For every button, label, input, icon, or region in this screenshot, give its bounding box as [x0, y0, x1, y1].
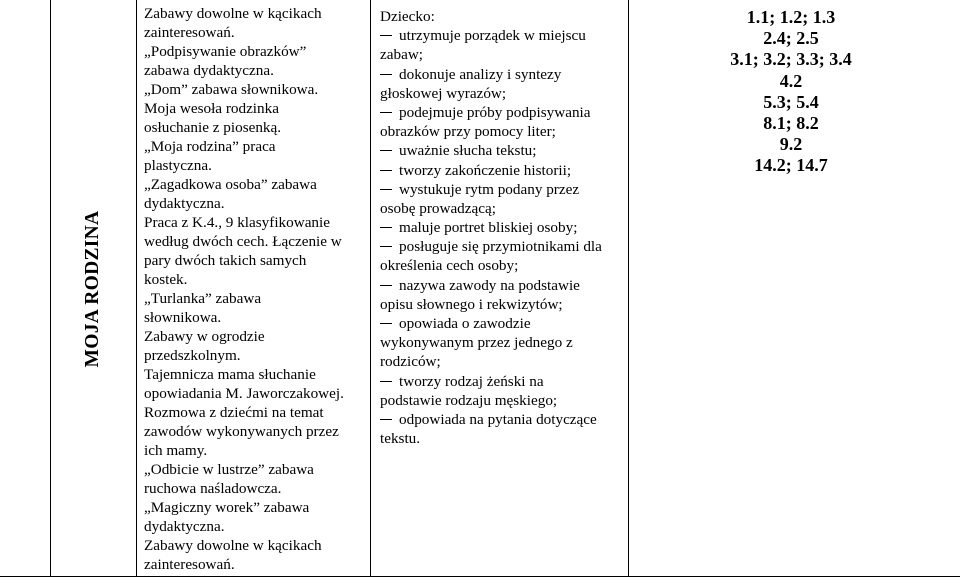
theme-cell: [50, 0, 136, 577]
column-divider-1: [136, 0, 137, 577]
outcome-text: opowiada o zawodzie: [399, 315, 531, 332]
activity-line: przedszkolnym.: [144, 347, 241, 364]
outcome-line: [380, 199, 620, 218]
curriculum-refs-cell: [636, 7, 946, 177]
outcome-text: obrazków przy pomocy liter;: [380, 123, 556, 141]
bullet-dash: [380, 323, 392, 324]
outcome-line: [380, 295, 620, 314]
activity-line: „Podpisywanie obrazków”: [144, 43, 307, 60]
bullet-dash: [380, 227, 392, 228]
outcome-text: nazywa zawody na podstawie: [399, 276, 580, 294]
activity-line: kostek.: [144, 271, 188, 288]
bullet-dash: [380, 246, 392, 247]
outcome-text: osobę prowadzącą;: [380, 199, 496, 217]
activity-line: dydaktyczna.: [144, 518, 225, 535]
outcome-text: uważnie słucha tekstu;: [399, 142, 537, 160]
outcome-text: dokonuje analizy i syntezy: [399, 65, 562, 83]
outcome-line: [380, 352, 620, 371]
activity-line: zainteresowań.: [144, 556, 235, 573]
outcome-line: [380, 141, 620, 160]
outcome-line: [380, 218, 620, 237]
outcome-text: tekstu.: [380, 430, 421, 448]
activity-line: ruchowa naśladowcza.: [144, 480, 282, 497]
outcome-text: maluje portret bliskiej osoby;: [399, 219, 578, 237]
curriculum-ref: 3.1; 3.2; 3.3; 3.4: [730, 49, 852, 70]
outcome-line: [380, 314, 620, 333]
outcome-text: tworzy zakończenie historii;: [399, 161, 572, 179]
bullet-dash: [380, 189, 392, 190]
activity-line: „Turlanka” zabawa: [144, 290, 262, 307]
activity-line: plastyczna.: [144, 157, 212, 174]
activity-line: dydaktyczna.: [144, 195, 225, 212]
outcome-text: podejmuje próby podpisywania: [399, 103, 591, 121]
activity-line: Rozmowa z dziećmi na temat: [144, 404, 324, 421]
bullet-dash: [380, 381, 392, 382]
activity-line: Moja wesoła rodzinka: [144, 100, 279, 117]
bullet-dash: [380, 35, 392, 36]
outcomes-header: Dziecko:: [380, 8, 435, 25]
activity-line: Zabawy w ogrodzie: [144, 328, 265, 345]
activity-line: Zabawy dowolne w kącikach: [144, 537, 322, 554]
outcome-line: [380, 26, 620, 45]
outcome-text: utrzymuje porządek w miejscu: [399, 27, 586, 45]
outcome-text: określenia cech osoby;: [380, 257, 519, 275]
activity-line: „Moja rodzina” praca: [144, 138, 276, 155]
outcome-line: [380, 180, 620, 199]
outcome-line: [380, 103, 620, 122]
activity-line: zawodów wykonywanych przez: [144, 423, 339, 440]
bullet-dash: [380, 419, 392, 420]
theme-title: MOJA RODZINA: [82, 210, 103, 367]
activity-line: opowiadania M. Jaworczakowej.: [144, 385, 344, 402]
activity-line: „Odbicie w lustrze” zabawa: [144, 461, 314, 478]
outcome-line: [380, 84, 620, 103]
outcome-text: posługuje się przymiotnikami dla: [399, 238, 602, 256]
activity-line: zainteresowań.: [144, 24, 235, 41]
outcome-line: [380, 429, 620, 448]
column-divider-3: [628, 0, 629, 577]
outcome-text: odpowiada na pytania dotyczące: [399, 410, 597, 428]
activity-line: zabawa dydaktyczna.: [144, 62, 274, 79]
outcome-text: głoskowej wyrazów;: [380, 84, 507, 102]
bullet-dash: [380, 285, 392, 286]
column-divider-2: [370, 0, 371, 577]
bullet-dash: [380, 112, 392, 113]
activity-line: pary dwóch takich samych: [144, 252, 307, 269]
outcome-line: [380, 161, 620, 180]
activity-line: „Magiczny worek” zabawa: [144, 499, 310, 516]
outcome-line: [380, 237, 620, 256]
outcome-text: opisu słownego i rekwizytów;: [380, 295, 563, 313]
bullet-dash: [380, 150, 392, 151]
activity-line: Zabawy dowolne w kącikach: [144, 5, 322, 22]
outcomes-cell: [380, 7, 620, 448]
outcome-line: [380, 45, 620, 64]
outcome-text: tworzy rodzaj żeński na: [399, 372, 544, 390]
curriculum-ref: 5.3; 5.4: [763, 91, 819, 112]
curriculum-ref: 2.4; 2.5: [763, 28, 819, 49]
curriculum-ref: 4.2: [779, 70, 803, 91]
activity-line: słownikowa.: [144, 309, 222, 326]
outcome-line: [380, 410, 620, 429]
activity-line: „Zagadkowa osoba” zabawa: [144, 176, 317, 193]
activities-cell: [144, 4, 362, 574]
curriculum-ref: 9.2: [779, 134, 803, 155]
bullet-dash: [380, 170, 392, 171]
activity-line: ich mamy.: [144, 442, 208, 459]
outcome-text: wystukuje rytm podany przez: [399, 180, 580, 198]
curriculum-ref: 14.2; 14.7: [754, 155, 828, 176]
outcome-line: [380, 256, 620, 275]
outcome-text: rodziców;: [380, 353, 441, 371]
outcome-line: [380, 122, 620, 141]
outcome-line: [380, 276, 620, 295]
outcome-text: podstawie rodzaju męskiego;: [380, 391, 558, 409]
outcome-line: [380, 372, 620, 391]
outcome-line: [380, 65, 620, 84]
outcome-text: zabaw;: [380, 46, 424, 64]
activity-line: Praca z K.4., 9 klasyfikowanie: [144, 214, 330, 231]
outcome-line: [380, 391, 620, 410]
bullet-dash: [380, 74, 392, 75]
activity-line: osłuchanie z piosenką.: [144, 119, 282, 136]
outcome-line: [380, 333, 620, 352]
activity-line: „Dom” zabawa słownikowa.: [144, 81, 319, 98]
outcome-text: wykonywanym przez jednego z: [380, 334, 573, 352]
curriculum-ref: 8.1; 8.2: [763, 112, 819, 133]
activity-line: według dwóch cech. Łączenie w: [144, 233, 342, 250]
activity-line: Tajemnicza mama słuchanie: [144, 366, 316, 383]
curriculum-ref: 1.1; 1.2; 1.3: [746, 7, 836, 27]
